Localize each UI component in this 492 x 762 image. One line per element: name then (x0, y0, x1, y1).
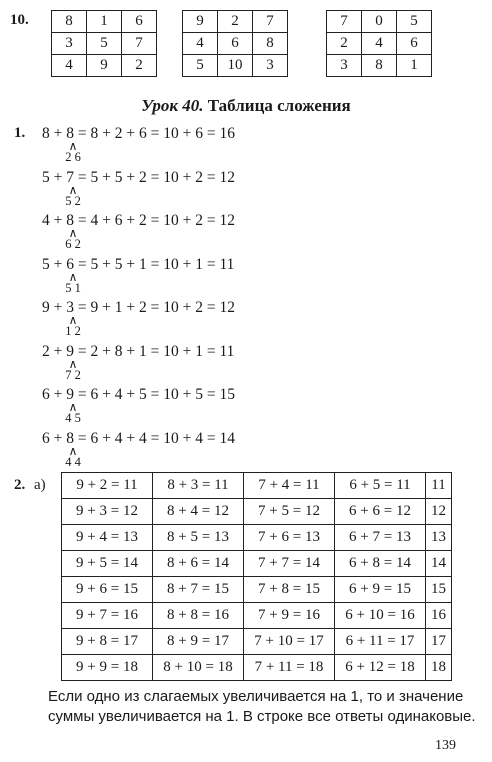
magic-square-3 (326, 10, 432, 77)
table-cell: 7 + 9 = 16 (244, 603, 335, 629)
magic-square-1 (51, 10, 157, 77)
table-cell: 9 + 5 = 14 (62, 551, 153, 577)
magic-square-cell: 7 (122, 33, 157, 55)
lesson-label: Урок 40. (141, 96, 204, 115)
magic-square-cell: 6 (218, 33, 253, 55)
table-cell: 7 + 6 = 13 (244, 525, 335, 551)
split-numbers: 7 2 (65, 367, 81, 382)
equation: 9 + 3 = 9 + 1 + 2 = 10 + 2 = 12 (42, 299, 235, 316)
magic-square-cell: 2 (327, 33, 362, 55)
row-sum-cell: 14 (426, 551, 452, 577)
split-caret-icon: ∧ (68, 182, 78, 197)
lesson-heading (0, 96, 492, 116)
table-cell: 6 + 12 = 18 (335, 655, 426, 681)
magic-square-cell: 5 (397, 11, 432, 33)
magic-square-cell: 5 (183, 55, 218, 77)
split-numbers: 4 4 (65, 454, 81, 469)
magic-square-cell: 2 (122, 55, 157, 77)
split-caret-icon: ∧ (68, 356, 78, 371)
magic-square-cell: 1 (87, 11, 122, 33)
magic-square-cell: 5 (87, 33, 122, 55)
table-cell: 8 + 9 = 17 (153, 629, 244, 655)
decomposition-hint (61, 443, 85, 469)
split-caret-icon: ∧ (68, 269, 78, 284)
magic-square-row (183, 33, 288, 55)
row-sum-cell: 12 (426, 499, 452, 525)
magic-square-cell: 8 (253, 33, 288, 55)
magic-square-cell: 1 (397, 55, 432, 77)
table-cell: 8 + 4 = 12 (153, 499, 244, 525)
table-cell: 8 + 5 = 13 (153, 525, 244, 551)
split-numbers: 4 5 (65, 411, 81, 425)
task-10-number: 10. (10, 12, 29, 28)
magic-square-row (183, 55, 288, 77)
table-cell: 7 + 11 = 18 (244, 655, 335, 681)
magic-square-cell: 2 (218, 11, 253, 33)
split-caret-icon: ∧ (68, 139, 78, 153)
magic-square-cell: 7 (327, 11, 362, 33)
magic-square-cell: 8 (362, 55, 397, 77)
page-number: 139 (435, 738, 456, 753)
task-1-number: 1. (14, 125, 26, 141)
table-cell: 6 + 11 = 17 (335, 629, 426, 655)
equation: 2 + 9 = 2 + 8 + 1 = 10 + 1 = 11 (42, 342, 235, 360)
table-cell: 7 + 10 = 17 (244, 629, 335, 655)
magic-square-cell: 9 (183, 11, 218, 33)
table-cell: 6 + 6 = 12 (335, 499, 426, 525)
magic-square-cell: 0 (362, 11, 397, 33)
table-row (62, 551, 452, 577)
magic-square-cell: 6 (122, 11, 157, 33)
decomposition-hint (61, 139, 85, 164)
magic-square-cell: 7 (253, 11, 288, 33)
table-row (62, 629, 452, 655)
equation: 5 + 6 = 5 + 5 + 1 = 10 + 1 = 11 (42, 255, 235, 273)
table-cell: 6 + 10 = 16 (335, 603, 426, 629)
addition-table (61, 472, 452, 681)
magic-square-row (327, 33, 432, 55)
split-numbers: 1 2 (65, 324, 81, 338)
magic-square-row (183, 11, 288, 33)
table-cell: 6 + 9 = 15 (335, 577, 426, 603)
table-cell: 9 + 4 = 13 (62, 525, 153, 551)
table-cell: 9 + 8 = 17 (62, 629, 153, 655)
split-numbers: 5 2 (65, 193, 81, 208)
table-cell: 7 + 5 = 12 (244, 499, 335, 525)
row-sum-cell: 15 (426, 577, 452, 603)
table-cell: 8 + 10 = 18 (153, 655, 244, 681)
task-2-part-label: а) (34, 477, 46, 493)
row-sum-cell: 13 (426, 525, 452, 551)
table-row (62, 499, 452, 525)
table-cell: 7 + 8 = 15 (244, 577, 335, 603)
decomposition-hint (61, 226, 85, 251)
magic-square-row (327, 11, 432, 33)
magic-square-cell: 4 (362, 33, 397, 55)
split-caret-icon: ∧ (68, 313, 78, 327)
split-numbers: 5 1 (65, 280, 81, 295)
equation: 5 + 7 = 5 + 5 + 2 = 10 + 2 = 12 (42, 168, 235, 186)
magic-square-cell: 6 (397, 33, 432, 55)
decomposition-hint (61, 356, 85, 382)
magic-square-cell: 3 (52, 33, 87, 55)
table-row (62, 655, 452, 681)
equation: 8 + 8 = 8 + 2 + 6 = 10 + 6 = 16 (42, 125, 235, 142)
equation: 6 + 8 = 6 + 4 + 4 = 10 + 4 = 14 (42, 429, 235, 447)
magic-square-row (52, 33, 157, 55)
table-cell: 6 + 8 = 14 (335, 551, 426, 577)
table-cell: 9 + 2 = 11 (62, 473, 153, 499)
conclusion-text: Если одно из слагаемых увеличивается на 1, то и значение суммы увеличивается на 1. В строке все ответы одинаковые. (48, 688, 476, 725)
lesson-title: Таблица сложения (207, 96, 351, 115)
magic-square-row (327, 55, 432, 77)
equation: 6 + 9 = 6 + 4 + 5 = 10 + 5 = 15 (42, 386, 235, 403)
magic-square-cell: 4 (52, 55, 87, 77)
table-cell: 9 + 6 = 15 (62, 577, 153, 603)
table-cell: 8 + 3 = 11 (153, 473, 244, 499)
table-cell: 9 + 3 = 12 (62, 499, 153, 525)
equation: 4 + 8 = 4 + 6 + 2 = 10 + 2 = 12 (42, 212, 235, 229)
split-numbers: 6 2 (65, 237, 81, 251)
row-sum-cell: 11 (426, 473, 452, 499)
magic-square-row (52, 11, 157, 33)
split-numbers: 2 6 (65, 150, 81, 164)
split-caret-icon: ∧ (68, 400, 78, 414)
table-cell: 7 + 7 = 14 (244, 551, 335, 577)
table-row (62, 577, 452, 603)
decomposition-hint (61, 313, 85, 338)
table-row (62, 603, 452, 629)
table-cell: 9 + 7 = 16 (62, 603, 153, 629)
magic-square-2 (182, 10, 288, 77)
magic-square-cell: 8 (52, 11, 87, 33)
row-sum-cell: 17 (426, 629, 452, 655)
magic-square-cell: 3 (253, 55, 288, 77)
decomposition-hint (61, 400, 85, 425)
decomposition-hint (61, 269, 85, 295)
table-cell: 8 + 6 = 14 (153, 551, 244, 577)
split-caret-icon: ∧ (68, 226, 78, 240)
table-cell: 8 + 8 = 16 (153, 603, 244, 629)
row-sum-cell: 16 (426, 603, 452, 629)
magic-square-cell: 10 (218, 55, 253, 77)
table-cell: 8 + 7 = 15 (153, 577, 244, 603)
magic-square-row (52, 55, 157, 77)
task-2-number: 2. (14, 477, 26, 493)
magic-square-cell: 3 (327, 55, 362, 77)
table-cell: 6 + 7 = 13 (335, 525, 426, 551)
table-row (62, 525, 452, 551)
table-cell: 9 + 9 = 18 (62, 655, 153, 681)
split-caret-icon: ∧ (68, 443, 78, 458)
table-cell: 6 + 5 = 11 (335, 473, 426, 499)
magic-square-cell: 9 (87, 55, 122, 77)
decomposition-hint (61, 182, 85, 208)
table-cell: 7 + 4 = 11 (244, 473, 335, 499)
row-sum-cell: 18 (426, 655, 452, 681)
table-row (62, 473, 452, 499)
magic-square-cell: 4 (183, 33, 218, 55)
